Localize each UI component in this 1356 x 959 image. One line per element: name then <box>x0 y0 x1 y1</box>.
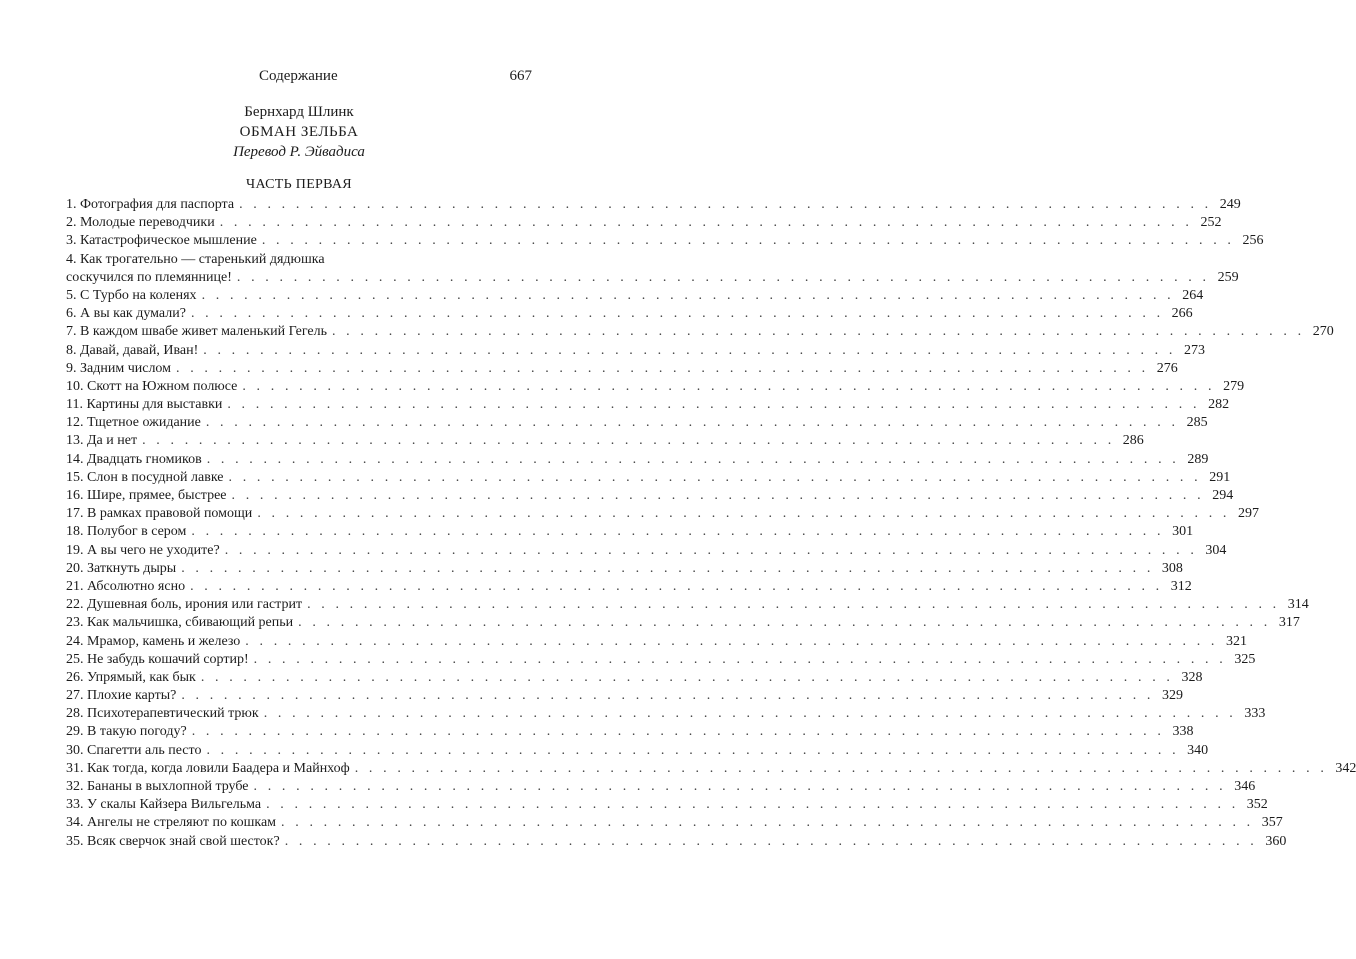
toc-entry-page: 266 <box>1171 306 1193 322</box>
toc-entry-title: 25. Не забудь кошачий сортир! <box>66 651 249 667</box>
toc-entry-page: 312 <box>1170 578 1192 594</box>
toc-entry-page: 314 <box>1287 597 1309 613</box>
dot-leader: . . . . . . . . . . . . . . . . . . . . . . . . . . . . . . . . . . . . . . . . . . . . . . . . . . . . . . . . . . . . . . . . . . . . . <box>242 378 1216 394</box>
dot-leader: . . . . . . . . . . . . . . . . . . . . . . . . . . . . . . . . . . . . . . . . . . . . . . . . . . . . . . . . . . . . . . . . . . . . . <box>227 397 1201 413</box>
toc-entry-title: 28. Психотерапевтический трюк <box>66 706 259 722</box>
toc-entry-page: 338 <box>1172 724 1194 740</box>
dot-leader: . . . . . . . . . . . . . . . . . . . . . . . . . . . . . . . . . . . . . . . . . . . . . . . . . . . . . . . . . . . . . . . . . . . . . <box>206 742 1180 758</box>
toc-entry <box>66 505 1260 523</box>
toc-entry <box>66 487 1234 505</box>
toc-entry-title: 12. Тщетное ожидание <box>66 415 201 431</box>
dot-leader: . . . . . . . . . . . . . . . . . . . . . . . . . . . . . . . . . . . . . . . . . . . . . . . . . . . . . . . . . . . . . . . . . . . . . <box>219 215 1193 231</box>
toc-entry-page: 270 <box>1312 324 1334 340</box>
translator-credit: Перевод Р. Эйвадиса <box>233 144 365 160</box>
toc-entry <box>66 723 1194 741</box>
toc-entry-title: 29. В такую погоду? <box>66 724 187 740</box>
toc-entry-page: 340 <box>1187 742 1209 758</box>
toc-entry-title: 33. У скалы Кайзера Вильгельма <box>66 797 262 813</box>
toc-entry <box>66 833 1287 851</box>
toc-entry-page: 256 <box>1242 233 1264 249</box>
toc-entry-page: 294 <box>1212 488 1234 503</box>
dot-leader: . . . . . . . . . . . . . . . . . . . . . . . . . . . . . . . . . . . . . . . . . . . . . . . . . . . . . . . . . . . . . . . . . . . . . <box>236 269 1210 285</box>
toc-entry-page: 321 <box>1226 633 1247 649</box>
toc-entry-title: 1. Фотография для паспорта <box>66 197 235 212</box>
toc-entry <box>66 251 1239 287</box>
toc-entry-page: 297 <box>1238 506 1260 522</box>
toc-entry <box>66 633 1247 651</box>
toc-entry <box>66 742 1209 760</box>
dot-leader: . . . . . . . . . . . . . . . . . . . . . . . . . . . . . . . . . . . . . . . . . . . . . . . . . . . . . . . . . . . . . . . . . . . . . <box>307 597 1280 613</box>
work-heading <box>66 102 532 162</box>
toc-entry-title: 23. Как мальчишка, сбивающий репьи <box>66 615 294 631</box>
toc-entry-title: 34. Ангелы не стреляют по кошкам <box>66 815 277 831</box>
toc-entry <box>66 796 1268 814</box>
toc-entry <box>66 342 1205 360</box>
dot-leader: . . . . . . . . . . . . . . . . . . . . . . . . . . . . . . . . . . . . . . . . . . . . . . . . . . . . . . . . . . . . . . . . . . . . . <box>231 488 1205 503</box>
toc-entry <box>66 214 1222 232</box>
toc-entry-title: 7. В каждом швабе живет маленький Гегель <box>66 324 327 340</box>
toc-entry-page: 291 <box>1209 469 1231 485</box>
dot-leader: . . . . . . . . . . . . . . . . . . . . . . . . . . . . . . . . . . . . . . . . . . . . . . . . . . . . . . . . . . . . . . . . . . . . . <box>191 724 1165 740</box>
toc-entry <box>66 614 1300 632</box>
toc-entry-title: 13. Да и нет <box>66 433 138 449</box>
toc-entry-page: 286 <box>1122 433 1144 449</box>
toc-entry-page: 357 <box>1261 815 1283 831</box>
toc-entry <box>66 451 1209 469</box>
toc-entry <box>66 287 1204 305</box>
running-head <box>259 66 532 86</box>
toc-entry-page: 301 <box>1172 524 1194 540</box>
dot-leader: . . . . . . . . . . . . . . . . . . . . . . . . . . . . . . . . . . . . . . . . . . . . . . . . . . . . . . . . . . . . . . . . . . . . . <box>263 706 1237 722</box>
toc-entry <box>66 523 1194 541</box>
dot-leader: . . . . . . . . . . . . . . . . . . . . . . . . . . . . . . . . . . . . . . . . . . . . . . . . . . . . . . . . . . . . . . . . . . . . . <box>239 197 1212 212</box>
toc-entry-title: 15. Слон в посудной лавке <box>66 469 224 485</box>
toc-entry-title: 20. Заткнуть дыры <box>66 560 177 576</box>
toc-entry-page: 346 <box>1234 779 1256 794</box>
toc-entry <box>66 432 1144 450</box>
dot-leader: . . . . . . . . . . . . . . . . . . . . . . . . . . . . . . . . . . . . . . . . . . . . . . . . . . . . . . . . . . . . . . . . . . . . . <box>257 506 1231 522</box>
toc-entry <box>66 305 1193 323</box>
dot-leader: . . . . . . . . . . . . . . . . . . . . . . . . . . . . . . . . . . . . . . . . . . . . . . . . . . . . . . . . . . . . . . . . . . . . . <box>266 797 1239 813</box>
toc-entry <box>66 778 1256 796</box>
toc-entry-title: 2. Молодые переводчики <box>66 215 215 231</box>
toc-entry <box>66 378 1245 396</box>
toc-entry-title: 22. Душевная боль, ирония или гастрит <box>66 597 303 613</box>
toc-entry <box>66 232 1264 250</box>
toc-entry <box>66 542 1227 560</box>
toc-entry <box>66 323 1334 341</box>
toc-entry <box>66 414 1208 432</box>
dot-leader: . . . . . . . . . . . . . . . . . . . . . . . . . . . . . . . . . . . . . . . . . . . . . . . . . . . . . . . . . . . . . . . . . . . . . <box>203 342 1176 358</box>
toc-entry-page: 289 <box>1187 451 1209 467</box>
toc-entry-title: 8. Давай, давай, Иван! <box>66 342 199 358</box>
toc-entry-title: 9. Задним числом <box>66 360 172 376</box>
toc-entry <box>66 469 1231 487</box>
toc-entry <box>66 396 1230 414</box>
dot-leader: . . . . . . . . . . . . . . . . . . . . . . . . . . . . . . . . . . . . . . . . . . . . . . . . . . . . . . . . . . . . . . . . . . . . . <box>224 542 1198 558</box>
dot-leader: . . . . . . . . . . . . . . . . . . . . . . . . . . . . . . . . . . . . . . . . . . . . . . . . . . . . . . . . . . . . . . . . . . . . . <box>190 306 1164 322</box>
dot-leader: . . . . . . . . . . . . . . . . . . . . . . . . . . . . . . . . . . . . . . . . . . . . . . . . . . . . . . . . . . . . . . . . . . . . . <box>142 433 1115 449</box>
toc-entry-page: 360 <box>1265 833 1287 849</box>
toc-entry <box>66 687 1184 705</box>
toc-entry-title: 10. Скотт на Южном полюсе <box>66 378 238 394</box>
dot-leader: . . . . . . . . . . . . . . . . . . . . . . . . . . . . . . . . . . . . . . . . . . . . . . . . . . . . . . . . . . . . . . . . . . . . . <box>245 633 1218 649</box>
toc-entry <box>66 560 1183 578</box>
toc-entry-title-line1: 4. Как трогательно — старенький дядюшка <box>66 251 325 267</box>
toc-entry-page: 317 <box>1278 615 1300 631</box>
toc-entry <box>66 578 1192 596</box>
dot-leader: . . . . . . . . . . . . . . . . . . . . . . . . . . . . . . . . . . . . . . . . . . . . . . . . . . . . . . . . . . . . . . . . . . . . . <box>281 815 1254 831</box>
toc-entry-page: 252 <box>1200 215 1222 231</box>
page-number: 667 <box>509 68 532 84</box>
toc-entry-page: 279 <box>1223 378 1245 394</box>
toc-entry-title: 17. В рамках правовой помощи <box>66 506 253 522</box>
toc-entry-title: 32. Бананы в выхлопной трубе <box>66 779 249 794</box>
toc-entry-page: 328 <box>1181 669 1203 685</box>
toc-entry-page: 273 <box>1183 342 1205 358</box>
dot-leader: . . . . . . . . . . . . . . . . . . . . . . . . . . . . . . . . . . . . . . . . . . . . . . . . . . . . . . . . . . . . . . . . . . . . . <box>206 451 1180 467</box>
dot-leader: . . . . . . . . . . . . . . . . . . . . . . . . . . . . . . . . . . . . . . . . . . . . . . . . . . . . . . . . . . . . . . . . . . . . . <box>205 415 1179 431</box>
table-of-contents <box>66 196 1356 851</box>
dot-leader: . . . . . . . . . . . . . . . . . . . . . . . . . . . . . . . . . . . . . . . . . . . . . . . . . . . . . . . . . . . . . . . . . . . . . <box>354 760 1328 776</box>
toc-entry-page: 352 <box>1246 797 1268 813</box>
toc-entry-title: 11. Картины для выставки <box>66 397 223 413</box>
toc-entry-title: 35. Всяк сверчок знай свой шесток? <box>66 833 280 849</box>
toc-entry-title: 27. Плохие карты? <box>66 688 177 704</box>
toc-entry-title: 31. Как тогда, когда ловили Баадера и Майнхоф <box>66 760 350 776</box>
toc-entry <box>66 651 1256 669</box>
running-head-section: Содержание <box>259 68 338 84</box>
work-title: ОБМАН ЗЕЛЬБА <box>239 124 359 140</box>
toc-entry <box>66 596 1309 614</box>
toc-entry <box>66 814 1283 832</box>
toc-entry-page: 304 <box>1205 542 1227 558</box>
toc-entry <box>66 669 1203 687</box>
dot-leader: . . . . . . . . . . . . . . . . . . . . . . . . . . . . . . . . . . . . . . . . . . . . . . . . . . . . . . . . . . . . . . . . . . . . . <box>176 360 1149 376</box>
part-title: ЧАСТЬ ПЕРВАЯ <box>246 177 352 192</box>
dot-leader: . . . . . . . . . . . . . . . . . . . . . . . . . . . . . . . . . . . . . . . . . . . . . . . . . . . . . . . . . . . . . . . . . . . . . <box>298 615 1271 631</box>
toc-entry-title: 21. Абсолютно ясно <box>66 578 186 594</box>
dot-leader: . . . . . . . . . . . . . . . . . . . . . . . . . . . . . . . . . . . . . . . . . . . . . . . . . . . . . . . . . . . . . . . . . . . . . <box>181 560 1154 576</box>
toc-entry-page: 342 <box>1335 760 1356 776</box>
toc-entry-title: 24. Мрамор, камень и железо <box>66 633 241 649</box>
toc-entry-title: 16. Шире, прямее, быстрее <box>66 488 227 503</box>
dot-leader: . . . . . . . . . . . . . . . . . . . . . . . . . . . . . . . . . . . . . . . . . . . . . . . . . . . . . . . . . . . . . . . . . . . . . <box>201 287 1175 303</box>
dot-leader: . . . . . . . . . . . . . . . . . . . . . . . . . . . . . . . . . . . . . . . . . . . . . . . . . . . . . . . . . . . . . . . . . . . . . <box>200 669 1174 685</box>
toc-entry <box>66 196 1241 214</box>
toc-entry-title: 14. Двадцать гномиков <box>66 451 202 467</box>
toc-entry <box>66 360 1178 378</box>
toc-entry-title: 3. Катастрофическое мышление <box>66 233 257 249</box>
dot-leader: . . . . . . . . . . . . . . . . . . . . . . . . . . . . . . . . . . . . . . . . . . . . . . . . . . . . . . . . . . . . . . . . . . . . . <box>253 651 1227 667</box>
toc-entry-title: 6. А вы как думали? <box>66 306 186 322</box>
dot-leader: . . . . . . . . . . . . . . . . . . . . . . . . . . . . . . . . . . . . . . . . . . . . . . . . . . . . . . . . . . . . . . . . . . . . . <box>191 524 1165 540</box>
toc-entry-title: 26. Упрямый, как бык <box>66 669 196 685</box>
toc-entry-page: 325 <box>1234 651 1256 667</box>
toc-entry-title: 30. Спагетти аль песто <box>66 742 202 758</box>
toc-entry-page: 249 <box>1219 197 1241 212</box>
dot-leader: . . . . . . . . . . . . . . . . . . . . . . . . . . . . . . . . . . . . . . . . . . . . . . . . . . . . . . . . . . . . . . . . . . . . . <box>284 833 1258 849</box>
toc-entry-title: 5. С Турбо на коленях <box>66 287 197 303</box>
toc-entry-page: 308 <box>1161 560 1183 576</box>
toc-entry-page: 333 <box>1244 706 1266 722</box>
dot-leader: . . . . . . . . . . . . . . . . . . . . . . . . . . . . . . . . . . . . . . . . . . . . . . . . . . . . . . . . . . . . . . . . . . . . . <box>181 688 1155 704</box>
toc-entry-page: 329 <box>1162 688 1184 704</box>
toc-entry <box>66 705 1266 723</box>
dot-leader: . . . . . . . . . . . . . . . . . . . . . . . . . . . . . . . . . . . . . . . . . . . . . . . . . . . . . . . . . . . . . . . . . . . . . <box>190 578 1163 594</box>
toc-entry-page: 282 <box>1208 397 1230 413</box>
dot-leader: . . . . . . . . . . . . . . . . . . . . . . . . . . . . . . . . . . . . . . . . . . . . . . . . . . . . . . . . . . . . . . . . . . . . . <box>228 469 1202 485</box>
dot-leader: . . . . . . . . . . . . . . . . . . . . . . . . . . . . . . . . . . . . . . . . . . . . . . . . . . . . . . . . . . . . . . . . . . . . . <box>331 324 1305 340</box>
toc-entry-page: 259 <box>1217 269 1239 285</box>
toc-entry-page: 264 <box>1182 287 1204 303</box>
toc-entry-title: 19. А вы чего не уходите? <box>66 542 220 558</box>
toc-entry-page: 276 <box>1156 360 1178 376</box>
toc-entry-page: 285 <box>1186 415 1208 431</box>
toc-entry-title-line2: соскучился по племяннице! <box>66 269 232 285</box>
toc-entry <box>66 760 1356 778</box>
author-name: Бернхард Шлинк <box>244 104 354 120</box>
dot-leader: . . . . . . . . . . . . . . . . . . . . . . . . . . . . . . . . . . . . . . . . . . . . . . . . . . . . . . . . . . . . . . . . . . . . . <box>253 779 1227 794</box>
toc-entry-title: 18. Полубог в сером <box>66 524 187 540</box>
dot-leader: . . . . . . . . . . . . . . . . . . . . . . . . . . . . . . . . . . . . . . . . . . . . . . . . . . . . . . . . . . . . . . . . . . . . . <box>261 233 1235 249</box>
